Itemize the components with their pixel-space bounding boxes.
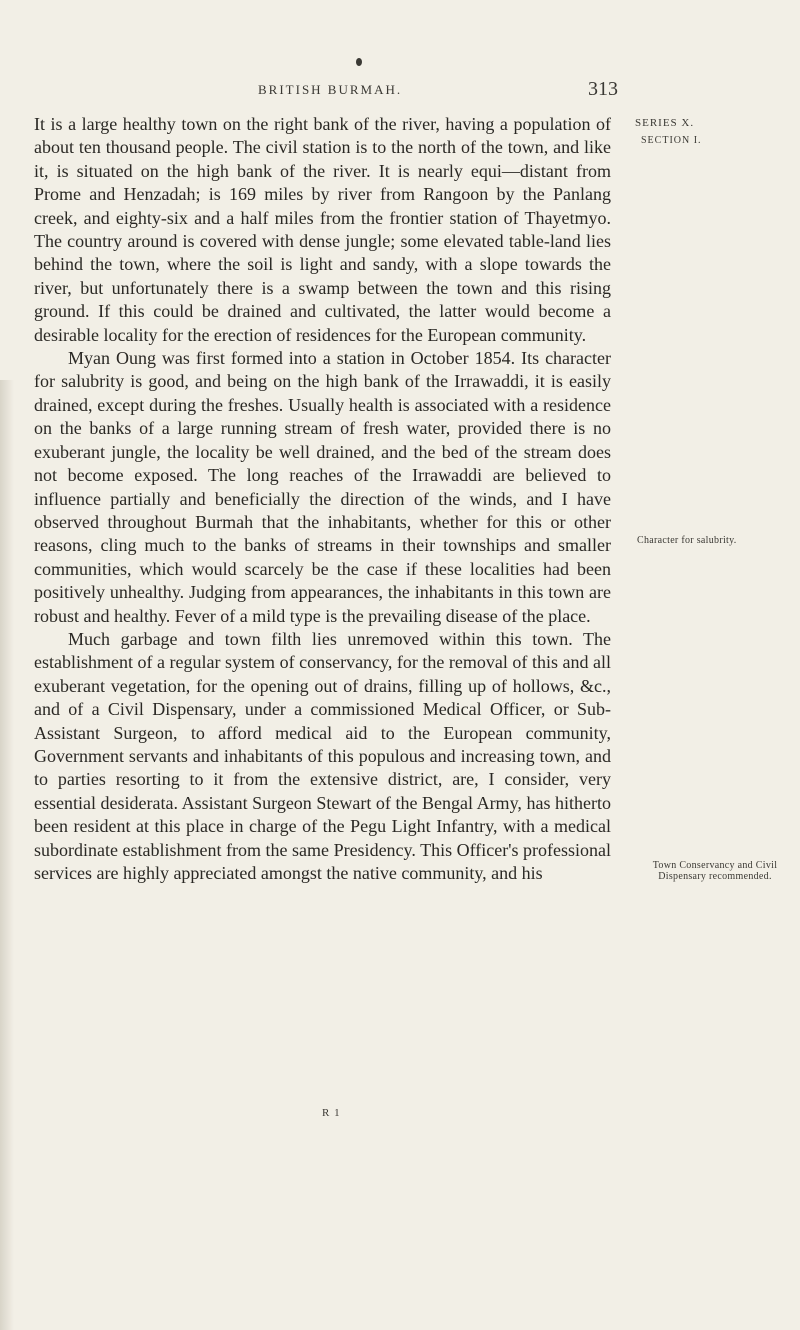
- paragraph-2: Myan Oung was first formed into a station in October 1854. Its character for salubrity is good, and being on the high bank of the Irrawaddi, it is easily drained, except during the freshes. Usually health is associated with a residence on the banks of a large running stream of fresh water, provided there is no exuberant jungle, the locality be well drained, and the bed of the stream does not become exposed. The long reaches of the Irrawaddi are believed to influence partially and beneficially the direction of the winds, and I have observed throughout Burmah that the inhabitants, whether for this or other reasons, cling much to the banks of streams in their townships and smaller communities, which would scarcely be the case if these localities had been positively unhealthy. Judging from appearances, the inhabitants in this town are robust and healthy. Fever of a mild type is the prevailing disease of the place.: [34, 348, 611, 626]
- paragraph-1: It is a large healthy town on the right bank of the river, having a population of about ten thousand people. The civil station is to the north of the town, and like it, is situated on the high bank of the river. It is nearly equi—distant from Prome and Henzadah; is 169 miles by river from Rangoon by the Panlang creek, and eighty-six and a half miles from the frontier station of Thayetmyo. The country around is covered with dense jungle; some elevated table-land lies behind the town, where the soil is light and sandy, with a slope towards the river, but unfortunately there is a swamp between the town and this rising ground. If this could be drained and cultivated, the latter would become a desirable locality for the erection of residences for the European community.: [34, 114, 611, 345]
- page-header: [0, 78, 800, 108]
- running-head: BRITISH BURMAH.: [258, 82, 403, 97]
- margin-note-series: [635, 118, 785, 146]
- series-label: SERIES X.: [635, 117, 695, 129]
- margin-note-town: Town Conservancy and Civil Dispensary recommended.: [652, 860, 778, 882]
- page-gutter-shadow: [0, 380, 14, 1330]
- body-text: [34, 113, 611, 885]
- paragraph-3: Much garbage and town filth lies unremoved within this town. The establishment of a regular system of conservancy, for the removal of this and all exuberant vegetation, for the opening out of drains, filling up of hollows, &c., and of a Civil Dispensary, under a commissioned Medical Officer, or Sub-Assistant Surgeon, to afford medical aid to the European community, Government servants and inhabitants of this populous and increasing town, and to parties resorting to it from the extensive district, are, I consider, very essential desiderata. Assistant Surgeon Stewart of the Bengal Army, has hitherto been resident at this place in charge of the Pegu Light Infantry, with a medical subordinate establishment from the same Presidency. This Officer's professional services are highly appreciated amongst the native community, and his: [34, 628, 611, 883]
- page-number: 313: [588, 78, 618, 100]
- signature-mark: R 1: [322, 1107, 341, 1119]
- margin-note-character: Character for salubrity.: [637, 535, 737, 546]
- section-label: SECTION I.: [641, 135, 702, 146]
- ink-speck: [356, 58, 362, 66]
